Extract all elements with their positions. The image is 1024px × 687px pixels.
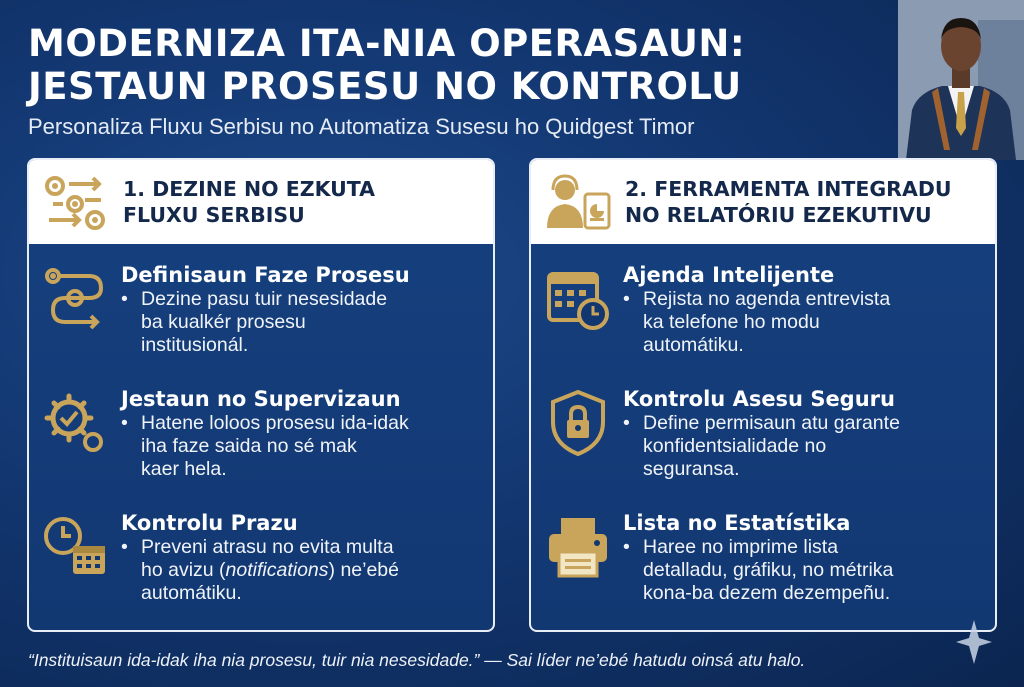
item-list	[531, 244, 995, 632]
item-desc-text: ) ne’ebé	[328, 559, 399, 581]
panel-header	[29, 160, 493, 244]
item-body	[623, 386, 973, 510]
panel-header-line-1: 1. DEZINE NO EZKUTA	[123, 177, 376, 201]
item-desc-line: ka telefone ho modu	[643, 311, 820, 333]
bullet: •	[121, 288, 128, 310]
item-list	[29, 244, 493, 632]
title-line-1: MODERNIZA ITA-NIA OPERASAUN:	[28, 22, 746, 65]
item-title: Kontrolu Asesu Seguru	[623, 387, 895, 411]
item-desc-line: Define permisaun atu garante	[643, 412, 900, 434]
panel-header-line-2: FLUXU SERBISU	[123, 203, 305, 227]
item-body	[121, 386, 471, 510]
bullet: •	[623, 288, 630, 310]
bullet: •	[623, 412, 630, 434]
item-desc-emphasis: notifications	[225, 559, 329, 581]
panel-service-flow	[27, 158, 495, 632]
item-description	[623, 288, 973, 357]
item-desc-line: ba kualkér prosesu	[141, 311, 306, 333]
bullet: •	[121, 412, 128, 434]
item-body	[121, 262, 471, 386]
bullet: •	[121, 536, 128, 558]
item-desc-line: seguransa.	[643, 458, 740, 480]
title-line-2: JESTAUN PROSESU NO KONTROLU	[28, 65, 742, 108]
panel-header-title	[625, 176, 952, 228]
item-description	[623, 412, 973, 481]
list-item	[531, 510, 995, 632]
item-title: Jestaun no Supervizaun	[121, 387, 401, 411]
item-body	[623, 262, 973, 386]
printer-icon	[543, 512, 613, 582]
item-desc-line: institusionál.	[141, 334, 249, 356]
panel-header	[531, 160, 995, 244]
support-report-icon	[541, 170, 615, 234]
gear-check-icon	[41, 388, 111, 458]
item-desc-line: Dezine pasu tuir nesesidade	[141, 288, 388, 310]
clock-calendar-icon	[41, 512, 111, 582]
item-description	[623, 536, 973, 605]
page-title	[28, 22, 888, 108]
list-item	[29, 386, 493, 510]
list-item	[29, 510, 493, 632]
item-desc-line: Rejista no agenda entrevista	[643, 288, 891, 310]
item-description	[121, 536, 471, 605]
page-subtitle: Personaliza Fluxu Serbisu no Automatiza Susesu ho Quidgest Timor	[28, 114, 695, 139]
item-desc-line: Haree no imprime lista	[643, 536, 839, 558]
panel-integrated-tools	[529, 158, 997, 632]
item-title: Ajenda Intelijente	[623, 263, 835, 287]
item-desc-text: ho avizu (	[141, 559, 226, 581]
calendar-clock-icon	[543, 264, 613, 334]
sparkle-icon	[954, 618, 994, 666]
speaker-portrait	[898, 0, 1024, 160]
list-item	[29, 262, 493, 386]
item-desc-line: Preveni atrasu no evita multa	[141, 536, 394, 558]
panel-header-title	[123, 176, 375, 228]
item-desc-line: automátiku.	[141, 582, 242, 604]
panel-header-line-1: 2. FERRAMENTA INTEGRADU	[625, 177, 952, 201]
item-desc-line: Hatene loloos prosesu ida-idak	[141, 412, 409, 434]
panel-header-line-2: NO RELATÓRIU EZEKUTIVU	[625, 203, 932, 227]
item-body	[121, 510, 471, 632]
item-desc-line: konfidentsialidade no	[643, 435, 827, 457]
shield-lock-icon	[543, 388, 613, 458]
footer-quote: “Instituisaun ida-idak iha nia prosesu, tuir nia nesesidade.” — Sai líder ne’ebé hatudu oinsá atu halo.	[28, 650, 806, 670]
item-description	[121, 412, 471, 481]
process-flow-icon	[41, 264, 111, 334]
gears-arrows-icon	[39, 170, 113, 234]
list-item	[531, 262, 995, 386]
item-title: Definisaun Faze Prosesu	[121, 263, 410, 287]
item-desc-line: detalladu, gráfiku, no métrika	[643, 559, 894, 581]
item-body	[623, 510, 973, 632]
item-desc-line: kaer hela.	[141, 458, 227, 480]
list-item	[531, 386, 995, 510]
item-title: Kontrolu Prazu	[121, 511, 298, 535]
item-desc-line: kona-ba dezem dezempeñu.	[643, 582, 891, 604]
item-desc-line: iha faze saida no sé mak	[141, 435, 357, 457]
item-description	[121, 288, 471, 357]
item-desc-line	[141, 559, 399, 582]
item-title: Lista no Estatístika	[623, 511, 851, 535]
bullet: •	[623, 536, 630, 558]
item-desc-line: automátiku.	[643, 334, 744, 356]
